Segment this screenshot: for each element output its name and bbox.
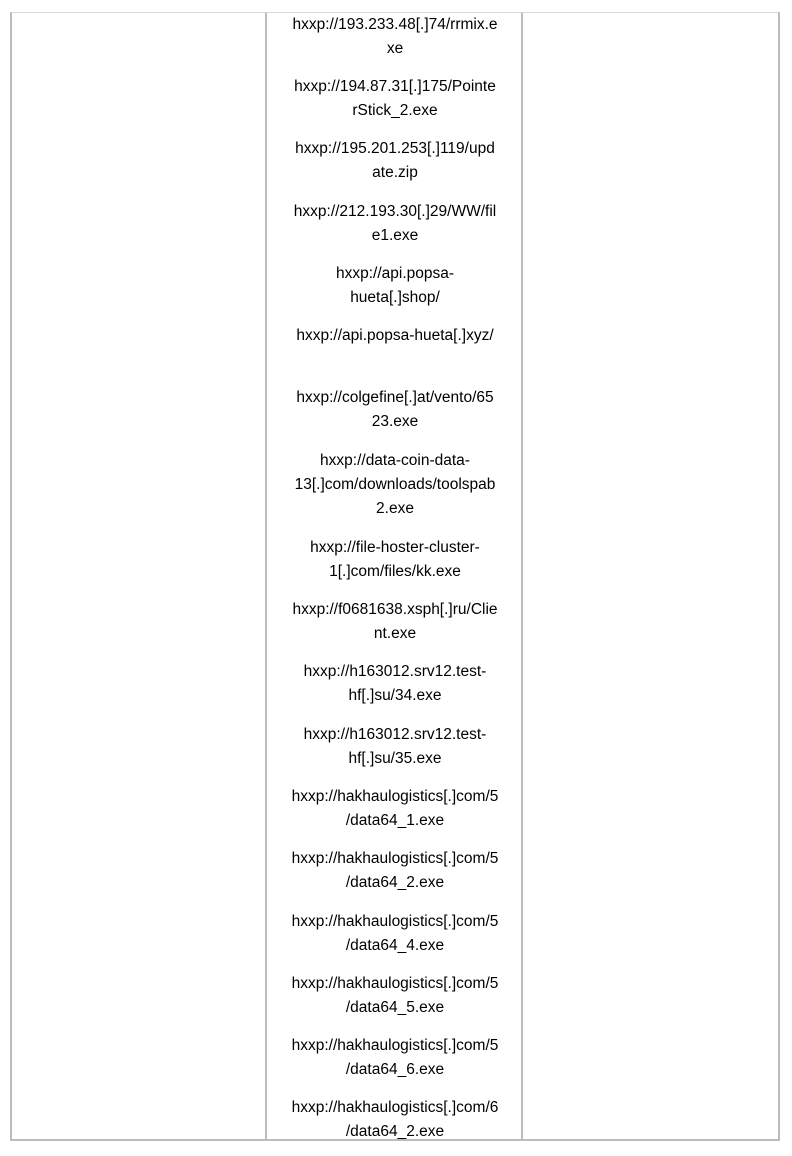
table-column-right [523, 13, 778, 1139]
url-cell [273, 898, 517, 960]
url-text-line: 1[.]com/files/kk.exe [329, 562, 461, 580]
url-text-line: hf[.]su/35.exe [348, 749, 442, 767]
url-text-line: hf[.]su/34.exe [348, 687, 442, 705]
url-cell [273, 437, 517, 524]
url-text-line: /data64_6.exe [345, 1061, 445, 1079]
url-text-line: hxxp://193.233.48[.]74/rrmix.e [292, 16, 498, 33]
url-text-line: 2.exe [376, 499, 414, 517]
url-text-line: e1.exe [371, 226, 419, 244]
url-text-line: /data64_2.exe [345, 874, 445, 892]
url-text-line: hxxp://hakhaulogistics[.]com/5 [291, 850, 499, 868]
url-text-line: hxxp://api.popsa-hueta[.]xyz/ [296, 327, 494, 345]
url-cell [273, 773, 517, 835]
table-column-urls [267, 13, 523, 1139]
url-text-line: hxxp://f0681638.xsph[.]ru/Clie [292, 601, 498, 619]
url-text-line: /data64_1.exe [345, 811, 445, 829]
url-cell [273, 648, 517, 710]
url-text-line: ate.zip [372, 164, 418, 182]
url-text-line: hxxp://colgefine[.]at/vento/65 [296, 389, 494, 407]
url-text-line: /data64_2.exe [345, 1123, 445, 1141]
ioc-table [10, 12, 780, 1141]
table-column-left [12, 13, 267, 1139]
url-cell [273, 250, 517, 312]
url-text-line: hxxp://hakhaulogistics[.]com/5 [291, 1037, 499, 1055]
url-text-line: /data64_5.exe [345, 998, 445, 1016]
url-cell [273, 1022, 517, 1084]
url-cell [273, 188, 517, 250]
url-text-line: hxxp://api.popsa- [335, 264, 455, 282]
url-text-line: xe [386, 40, 404, 57]
url-text-line: hxxp://h163012.srv12.test- [303, 663, 487, 681]
url-cell [273, 1084, 517, 1146]
url-cell [273, 125, 517, 187]
url-text-line: hxxp://195.201.253[.]119/upd [295, 140, 495, 158]
url-text-line: hxxp://h163012.srv12.test- [303, 725, 487, 743]
url-text-line: hxxp://file-hoster-cluster- [310, 538, 480, 556]
url-cell [273, 586, 517, 648]
url-list [273, 13, 517, 1147]
url-text-line: hxxp://194.87.31[.]175/Pointe [294, 78, 496, 95]
url-text-line: hxxp://hakhaulogistics[.]com/5 [291, 787, 499, 805]
url-text-line: hueta[.]shop/ [350, 288, 440, 306]
url-text-line: 13[.]com/downloads/toolspab [294, 475, 496, 493]
url-cell [273, 13, 517, 63]
url-text-line: hxxp://212.193.30[.]29/WW/fil [293, 202, 497, 220]
url-text-line: hxxp://hakhaulogistics[.]com/5 [291, 974, 499, 992]
url-cell [273, 711, 517, 773]
url-text-line: hxxp://hakhaulogistics[.]com/6 [291, 1099, 499, 1117]
url-cell [273, 374, 517, 436]
url-cell [273, 524, 517, 586]
url-cell [273, 960, 517, 1022]
url-text-line: hxxp://data-coin-data- [320, 451, 470, 469]
url-cell [273, 835, 517, 897]
url-text-line: nt.exe [373, 625, 417, 643]
url-text-line: 23.exe [371, 413, 419, 431]
url-cell [273, 63, 517, 125]
url-cell [273, 312, 517, 374]
url-text-line: /data64_4.exe [345, 936, 445, 954]
url-text-line: hxxp://hakhaulogistics[.]com/5 [291, 912, 499, 930]
url-text-line: rStick_2.exe [352, 102, 438, 119]
